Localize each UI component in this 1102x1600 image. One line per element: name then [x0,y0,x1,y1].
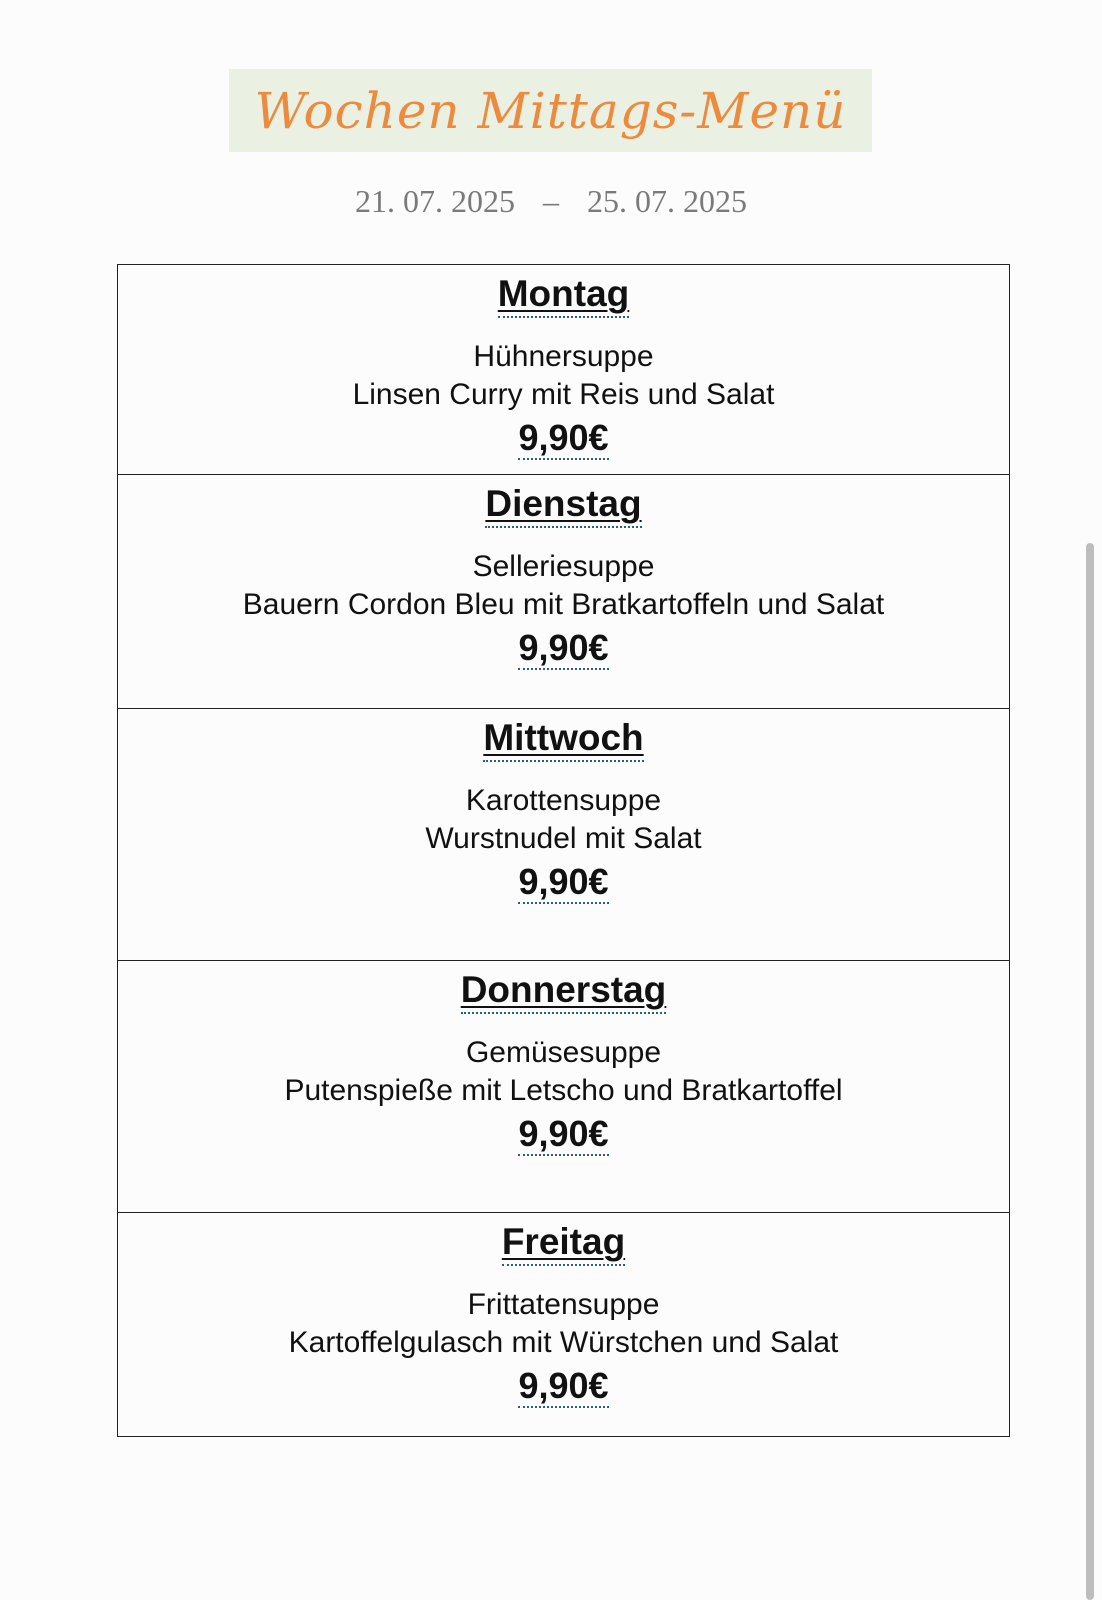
price: 9,90€ [518,1113,609,1154]
date-to: 25. 07. 2025 [587,183,747,219]
day-row-donnerstag [118,961,1009,1213]
day-row-mittwoch [118,709,1009,961]
vertical-scrollbar[interactable] [1086,543,1094,1600]
soup-item: Frittatensuppe [467,1288,660,1321]
day-name: Freitag [502,1222,625,1266]
soup-item: Hühnersuppe [473,340,654,373]
soup-item: Gemüsesuppe [465,1036,662,1069]
price: 9,90€ [518,627,609,668]
main-dish: Bauern Cordon Bleu mit Bratkartoffeln und Salat [242,588,885,621]
main-dish: Putenspieße mit Letscho und Bratkartoffel [284,1074,843,1107]
page-title: Wochen Mittags-Menü [254,81,847,140]
main-dish: Linsen Curry mit Reis und Salat [352,378,775,411]
title-banner [229,69,872,152]
main-dish: Wurstnudel mit Salat [425,822,702,855]
day-name: Mittwoch [483,718,643,762]
main-dish: Kartoffelgulasch mit Würstchen und Salat [288,1326,839,1359]
price: 9,90€ [518,1365,609,1406]
day-name: Montag [498,274,630,318]
day-name: Dienstag [485,484,641,528]
day-name: Donnerstag [461,970,667,1014]
date-range [0,183,1102,220]
price: 9,90€ [518,417,609,458]
day-row-dienstag [118,475,1009,709]
day-row-freitag [118,1213,1009,1436]
day-row-montag [118,265,1009,475]
menu-table [117,264,1010,1437]
soup-item: Selleriesuppe [472,550,655,583]
date-from: 21. 07. 2025 [355,183,515,219]
price: 9,90€ [518,861,609,902]
soup-item: Karottensuppe [465,784,662,817]
date-separator: – [543,183,559,219]
